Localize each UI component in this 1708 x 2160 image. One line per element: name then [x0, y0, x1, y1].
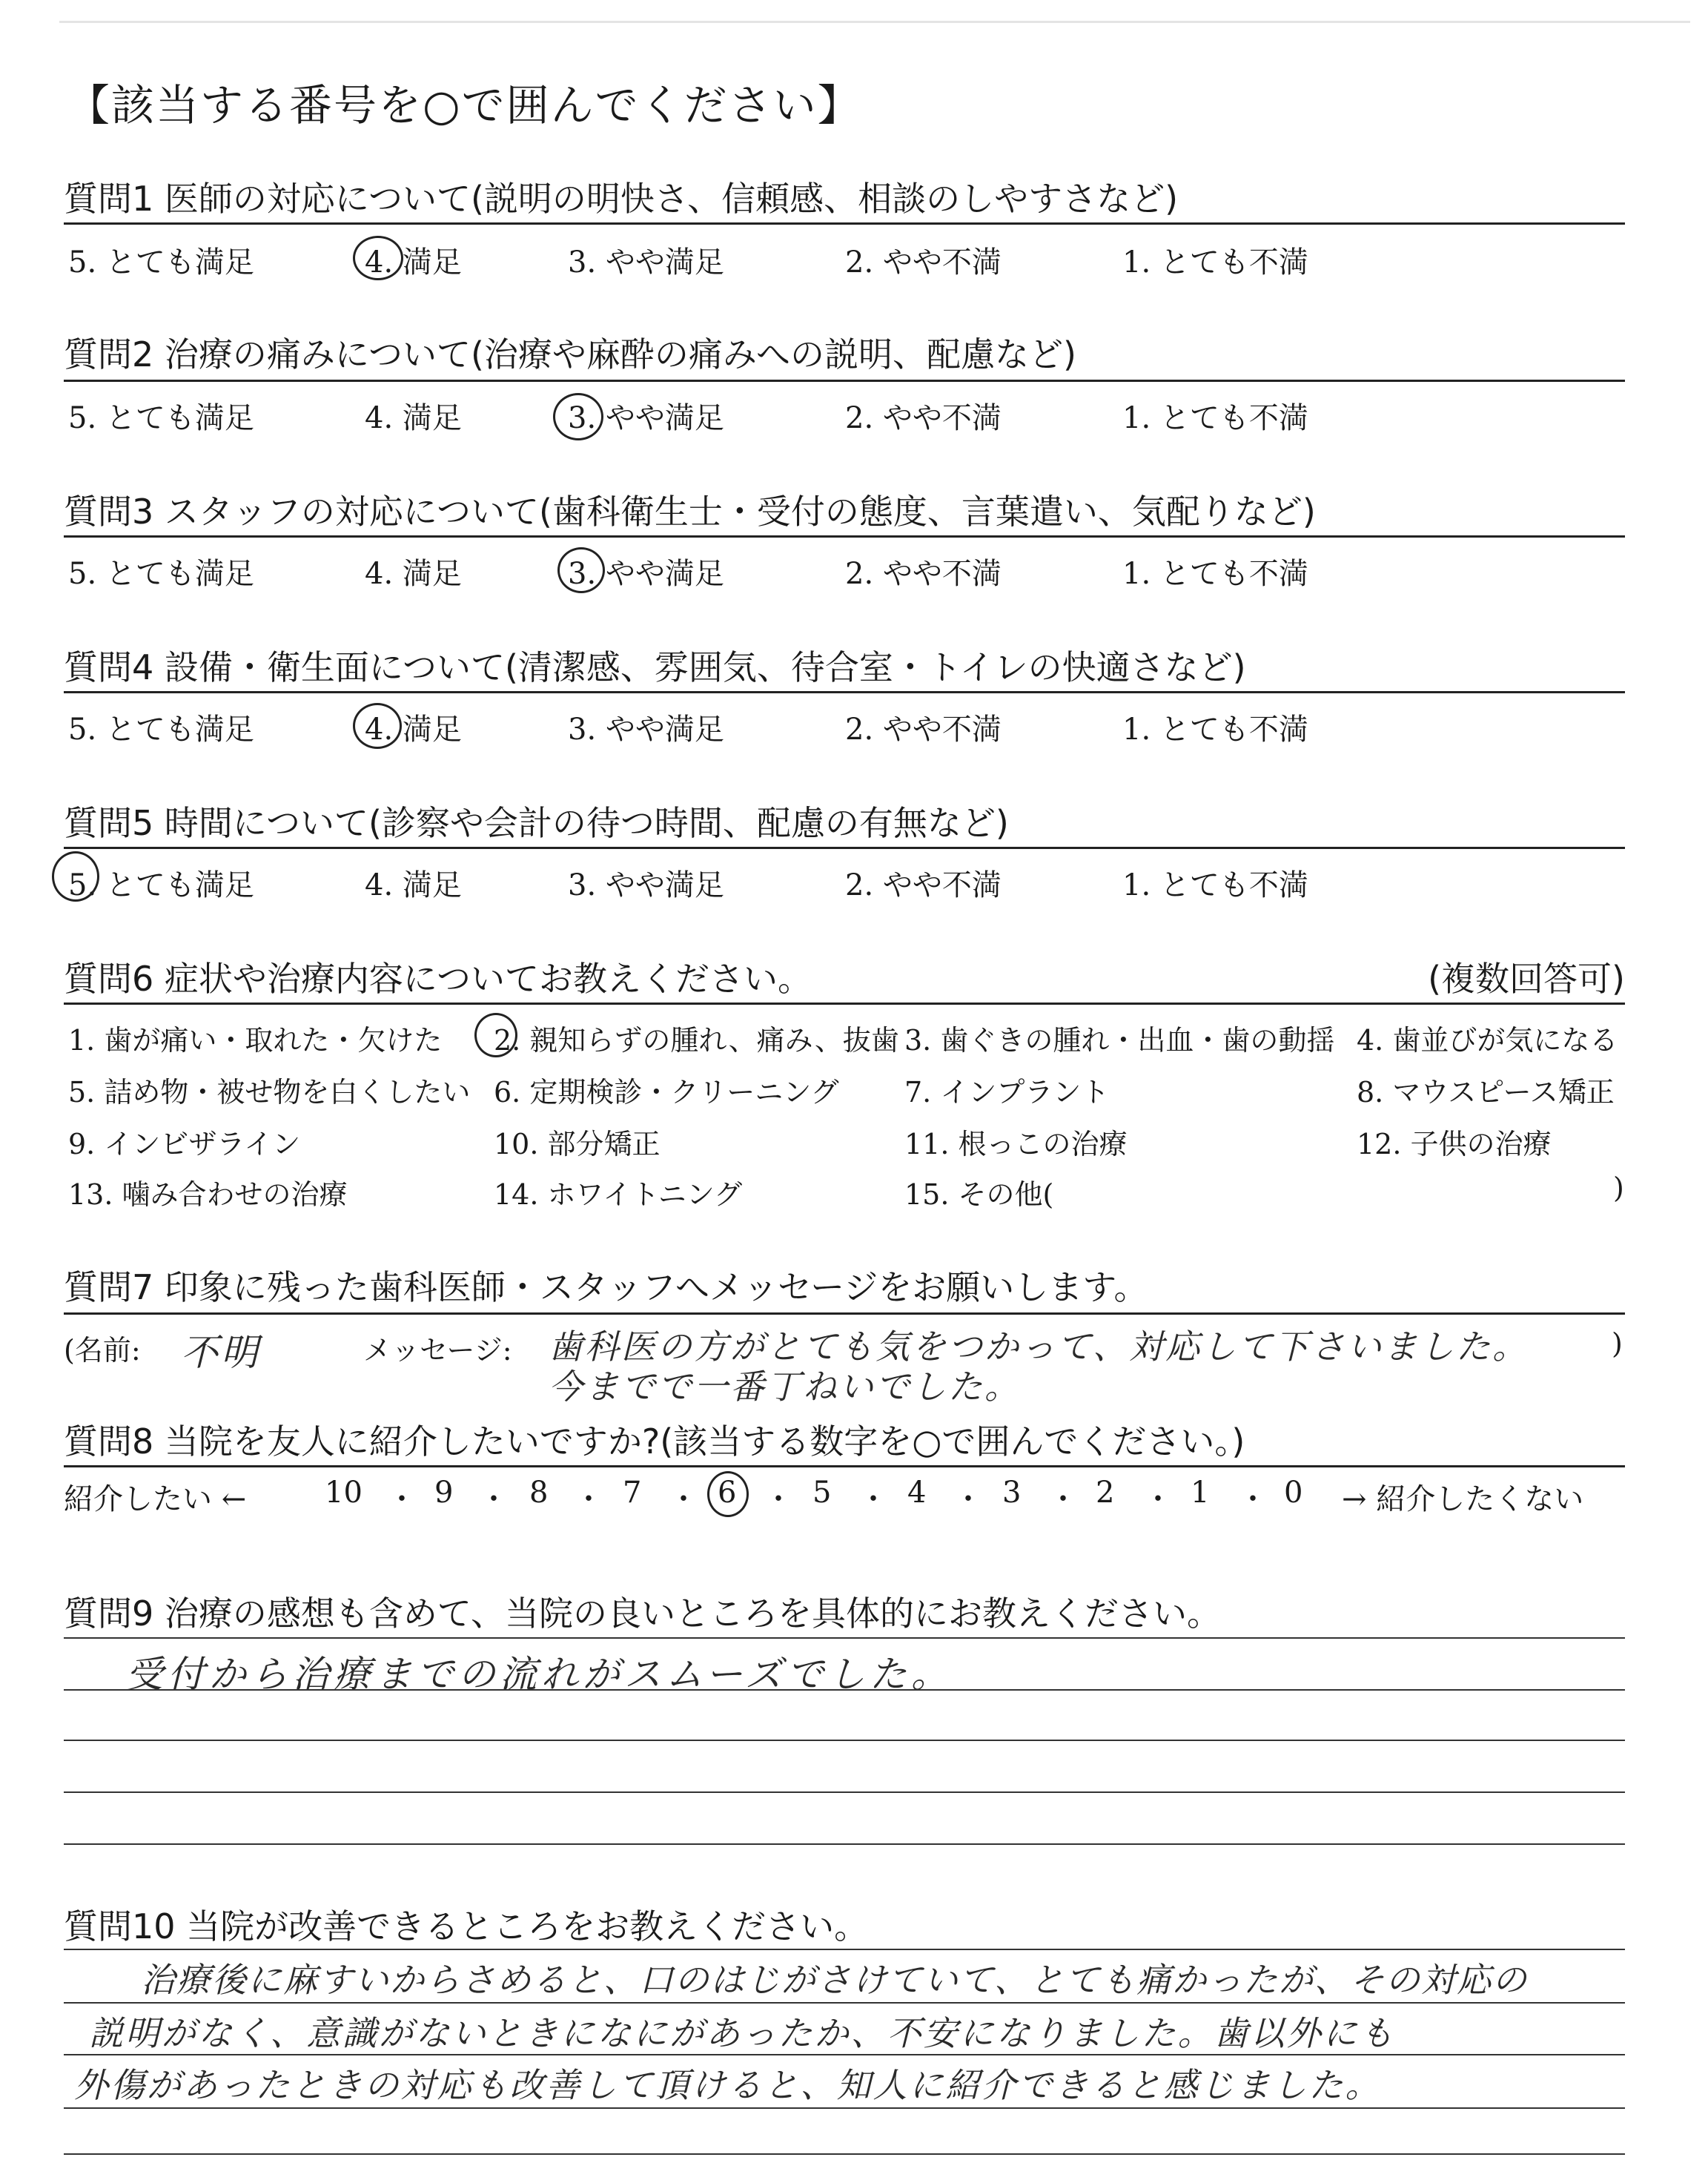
selection-circle — [474, 1013, 517, 1057]
scale-2[interactable]: 2 — [1096, 1476, 1115, 1510]
divider — [64, 380, 1625, 382]
answer-line — [64, 2153, 1625, 2155]
symptom-option-7[interactable]: 7. インプラント — [904, 1076, 1110, 1109]
name-value[interactable]: 不明 — [181, 1331, 261, 1374]
rating-option-4[interactable]: 4. 満足 — [365, 868, 462, 902]
rating-option-1[interactable]: 1. とても不満 — [1122, 868, 1308, 902]
rating-option-4[interactable]: 4. 満足 — [365, 245, 462, 280]
rating-option-3[interactable]: 3. やや満足 — [568, 713, 724, 747]
message-line-1[interactable]: 歯科医の方がとても気をつかって、対応して下さいました。 — [549, 1327, 1529, 1367]
divider — [64, 222, 1625, 225]
rating-option-1[interactable]: 1. とても不満 — [1122, 557, 1308, 591]
other-close-paren: ) — [1613, 1172, 1624, 1204]
rating-option-2[interactable]: 2. やや不満 — [845, 713, 1002, 747]
answer-line — [64, 1740, 1625, 1741]
rating-option-5[interactable]: 5. とても満足 — [68, 713, 254, 747]
question-6-heading — [64, 952, 1625, 1001]
scan-edge — [59, 21, 1690, 23]
scale-4[interactable]: 4 — [907, 1476, 927, 1510]
rating-option-5[interactable]: 5. とても満足 — [68, 245, 254, 280]
selection-circle — [707, 1471, 749, 1517]
question-9-heading: 質問9 治療の感想も含めて、当院の良いところを具体的にお教えください。 — [64, 1593, 1221, 1634]
rating-option-2[interactable]: 2. やや不満 — [845, 557, 1002, 591]
question-5-heading: 質問5 時間について(診察や会計の待つ時間、配慮の有無など) — [64, 803, 1009, 843]
answer-line — [64, 1791, 1625, 1793]
selection-circle — [52, 851, 99, 902]
symptom-option-14[interactable]: 14. ホワイトニング — [494, 1178, 743, 1211]
rating-option-2[interactable]: 2. やや不満 — [845, 245, 1002, 280]
selection-circle — [353, 236, 403, 280]
selection-circle — [557, 547, 605, 593]
page-title: 【該当する番号を○で囲んでください】 — [67, 80, 862, 131]
symptom-option-8[interactable]: 8. マウスピース矯正 — [1357, 1076, 1615, 1109]
scale-1[interactable]: 1 — [1191, 1476, 1210, 1510]
scale-dot: ・ — [574, 1482, 603, 1516]
scale-dot: ・ — [387, 1482, 417, 1516]
divider — [64, 847, 1625, 849]
symptom-option-9[interactable]: 9. インビザライン — [68, 1128, 301, 1160]
symptom-option-1[interactable]: 1. 歯が痛い・取れた・欠けた — [68, 1024, 443, 1057]
rating-option-1[interactable]: 1. とても不満 — [1122, 401, 1308, 435]
question-2-heading: 質問2 治療の痛みについて(治療や麻酔の痛みへの説明、配慮など) — [64, 334, 1076, 374]
rating-option-4[interactable]: 4. 満足 — [365, 401, 462, 435]
divider — [64, 1312, 1625, 1315]
rating-option-5[interactable]: 5. とても満足 — [68, 868, 254, 902]
q10-answer-line-3[interactable]: 外傷があったときの対応も改善して頂けると、知人に紹介できると感じました。 — [74, 2065, 1382, 2105]
question-4-heading: 質問4 設備・衛生面について(清潔感、雰囲気、待合室・トイレの快適さなど) — [64, 647, 1246, 687]
scale-dot: ・ — [1143, 1482, 1173, 1516]
selection-circle — [553, 393, 603, 440]
scale-0[interactable]: 0 — [1284, 1476, 1303, 1510]
message-close-paren: ) — [1612, 1327, 1623, 1360]
rating-option-1[interactable]: 1. とても不満 — [1122, 713, 1308, 747]
rating-option-3[interactable]: 3. やや満足 — [568, 401, 724, 435]
rating-option-5[interactable]: 5. とても満足 — [68, 557, 254, 591]
q9-answer[interactable]: 受付から治療までの流れがスムーズでした。 — [126, 1653, 953, 1696]
scale-8[interactable]: 8 — [529, 1476, 549, 1510]
symptom-option-2[interactable]: 2. 親知らずの腫れ、痛み、抜歯 — [494, 1024, 899, 1057]
symptom-option-4[interactable]: 4. 歯並びが気になる — [1357, 1024, 1618, 1057]
answer-line — [64, 1689, 1625, 1691]
rating-option-4[interactable]: 4. 満足 — [365, 713, 462, 747]
message-label: メッセージ: — [363, 1334, 512, 1367]
rating-option-4[interactable]: 4. 満足 — [365, 557, 462, 591]
q10-answer-line-2[interactable]: 説明がなく、意識がないときになにがあったか、不安になりました。歯以外にも — [89, 2013, 1396, 2053]
name-label: (名前: — [64, 1334, 141, 1367]
question-1-heading: 質問1 医師の対応について(説明の明快さ、信頼感、相談のしやすさなど) — [64, 179, 1179, 219]
divider — [64, 1465, 1625, 1467]
symptom-option-3[interactable]: 3. 歯ぐきの腫れ・出血・歯の動揺 — [904, 1024, 1335, 1057]
symptom-option-12[interactable]: 12. 子供の治療 — [1357, 1128, 1552, 1160]
rating-option-3[interactable]: 3. やや満足 — [568, 557, 724, 591]
scale-right-label: → 紹介したくない — [1342, 1482, 1584, 1516]
q10-answer-line-1[interactable]: 治療後に麻すいからさめると、口のはじがさけていて、とても痛かったが、その対応の — [141, 1960, 1529, 2000]
rating-option-3[interactable]: 3. やや満足 — [568, 245, 724, 280]
rating-option-5[interactable]: 5. とても満足 — [68, 401, 254, 435]
divider — [64, 691, 1625, 693]
symptom-option-15[interactable]: 15. その他( — [904, 1178, 1054, 1211]
symptom-option-6[interactable]: 6. 定期検診・クリーニング — [494, 1076, 839, 1109]
answer-line — [64, 1949, 1625, 1950]
answer-line — [64, 1843, 1625, 1845]
answer-line — [64, 1637, 1625, 1639]
scale-dot: ・ — [858, 1482, 888, 1516]
symptom-option-10[interactable]: 10. 部分矯正 — [494, 1128, 661, 1160]
scale-left-label: 紹介したい ← — [64, 1482, 247, 1516]
rating-option-3[interactable]: 3. やや満足 — [568, 868, 724, 902]
answer-line — [64, 2107, 1625, 2109]
rating-option-2[interactable]: 2. やや不満 — [845, 868, 1002, 902]
scale-dot: ・ — [669, 1482, 698, 1516]
scale-5[interactable]: 5 — [812, 1476, 832, 1510]
scale-dot: ・ — [1048, 1482, 1078, 1516]
symptom-option-5[interactable]: 5. 詰め物・被せ物を白くしたい — [68, 1076, 471, 1109]
scale-dot: ・ — [1238, 1482, 1268, 1516]
scale-dot: ・ — [953, 1482, 983, 1516]
scale-10[interactable]: 10 — [325, 1476, 363, 1510]
multiple-answers-note: (複数回答可) — [1428, 959, 1625, 999]
rating-option-1[interactable]: 1. とても不満 — [1122, 245, 1308, 280]
question-7-heading: 質問7 印象に残った歯科医師・スタッフへメッセージをお願いします。 — [64, 1267, 1148, 1307]
scale-6[interactable]: 6 — [718, 1476, 737, 1510]
scale-9[interactable]: 9 — [434, 1476, 454, 1510]
selection-circle — [353, 703, 402, 749]
question-8-heading: 質問8 当院を友人に紹介したいですか?(該当する数字を○で囲んでください。) — [64, 1421, 1245, 1462]
rating-option-2[interactable]: 2. やや不満 — [845, 401, 1002, 435]
scale-7[interactable]: 7 — [623, 1476, 642, 1510]
question-3-heading: 質問3 スタッフの対応について(歯科衛生士・受付の態度、言葉遣い、気配りなど) — [64, 492, 1316, 532]
question-6-text: 質問6 症状や治療内容についてお教えください。 — [64, 959, 812, 999]
answer-line — [64, 2054, 1625, 2055]
scale-dot: ・ — [479, 1482, 509, 1516]
answer-line — [64, 2002, 1625, 2004]
message-line-2[interactable]: 今までで一番丁ねいでした。 — [549, 1367, 1021, 1407]
divider — [64, 1003, 1625, 1005]
symptom-option-11[interactable]: 11. 根っこの治療 — [904, 1128, 1128, 1160]
scale-3[interactable]: 3 — [1002, 1476, 1022, 1510]
divider — [64, 535, 1625, 538]
symptom-option-13[interactable]: 13. 噛み合わせの治療 — [68, 1178, 348, 1211]
question-10-heading: 質問10 当院が改善できるところをお教えください。 — [64, 1906, 869, 1946]
scale-dot: ・ — [764, 1482, 793, 1516]
